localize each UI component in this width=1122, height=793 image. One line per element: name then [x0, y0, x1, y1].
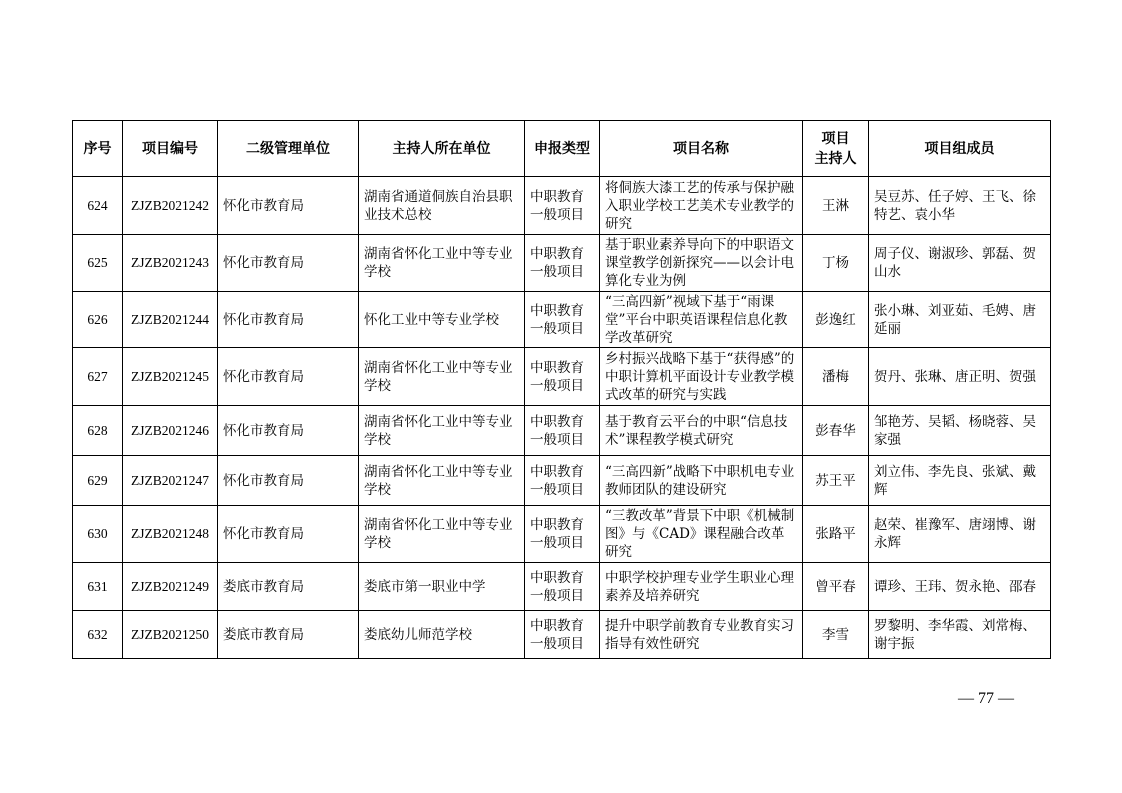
cell-code: ZJZB2021242 [123, 177, 218, 235]
cell-members: 罗黎明、李华霞、刘常梅、谢宇振 [869, 611, 1051, 659]
cell-index: 626 [73, 292, 123, 348]
project-table-container [72, 120, 1051, 659]
cell-name: “三高四新”战略下中职机电专业教师团队的建设研究 [600, 456, 803, 506]
cell-members: 邹艳芳、吴韬、杨晓蓉、吴家强 [869, 406, 1051, 456]
cell-host: 王淋 [803, 177, 869, 235]
cell-code: ZJZB2021249 [123, 563, 218, 611]
header-name: 项目名称 [600, 121, 803, 177]
cell-code: ZJZB2021246 [123, 406, 218, 456]
cell-index: 631 [73, 563, 123, 611]
cell-index: 627 [73, 348, 123, 406]
table-row [73, 456, 1051, 506]
cell-unit: 湖南省怀化工业中等专业学校 [359, 406, 525, 456]
table-row [73, 406, 1051, 456]
cell-unit: 湖南省通道侗族自治县职业技术总校 [359, 177, 525, 235]
cell-type: 中职教育一般项目 [525, 177, 600, 235]
header-unit: 主持人所在单位 [359, 121, 525, 177]
table-row [73, 563, 1051, 611]
table-row [73, 177, 1051, 235]
cell-code: ZJZB2021244 [123, 292, 218, 348]
cell-index: 624 [73, 177, 123, 235]
cell-name: 中职学校护理专业学生职业心理素养及培养研究 [600, 563, 803, 611]
cell-name: 提升中职学前教育专业教育实习指导有效性研究 [600, 611, 803, 659]
cell-dept: 娄底市教育局 [218, 611, 359, 659]
cell-type: 中职教育一般项目 [525, 456, 600, 506]
cell-type: 中职教育一般项目 [525, 406, 600, 456]
header-host [803, 121, 869, 177]
cell-host: 丁杨 [803, 235, 869, 292]
cell-dept: 怀化市教育局 [218, 506, 359, 563]
cell-host: 曾平春 [803, 563, 869, 611]
header-members: 项目组成员 [869, 121, 1051, 177]
cell-host: 苏王平 [803, 456, 869, 506]
cell-members: 刘立伟、李先良、张斌、戴辉 [869, 456, 1051, 506]
cell-dept: 怀化市教育局 [218, 177, 359, 235]
cell-host: 潘梅 [803, 348, 869, 406]
cell-unit: 湖南省怀化工业中等专业学校 [359, 456, 525, 506]
cell-dept: 怀化市教育局 [218, 456, 359, 506]
header-index: 序号 [73, 121, 123, 177]
table-header-row [73, 121, 1051, 177]
cell-type: 中职教育一般项目 [525, 348, 600, 406]
cell-index: 629 [73, 456, 123, 506]
cell-host: 彭春华 [803, 406, 869, 456]
cell-code: ZJZB2021245 [123, 348, 218, 406]
cell-host: 李雪 [803, 611, 869, 659]
table-row [73, 348, 1051, 406]
page-number: — 77 — [958, 690, 1014, 707]
table-row [73, 292, 1051, 348]
cell-code: ZJZB2021247 [123, 456, 218, 506]
cell-code: ZJZB2021243 [123, 235, 218, 292]
cell-unit: 怀化工业中等专业学校 [359, 292, 525, 348]
table-row [73, 506, 1051, 563]
project-table [72, 120, 1051, 659]
table-row [73, 235, 1051, 292]
cell-code: ZJZB2021250 [123, 611, 218, 659]
cell-dept: 怀化市教育局 [218, 348, 359, 406]
cell-name: “三教改革”背景下中职《机械制图》与《CAD》课程融合改革研究 [600, 506, 803, 563]
cell-type: 中职教育一般项目 [525, 563, 600, 611]
cell-type: 中职教育一般项目 [525, 506, 600, 563]
cell-unit: 湖南省怀化工业中等专业学校 [359, 348, 525, 406]
cell-name: 基于职业素养导向下的中职语文课堂教学创新探究——以会计电算化专业为例 [600, 235, 803, 292]
cell-code: ZJZB2021248 [123, 506, 218, 563]
cell-dept: 怀化市教育局 [218, 406, 359, 456]
cell-members: 贺丹、张琳、唐正明、贺强 [869, 348, 1051, 406]
cell-unit: 娄底市第一职业中学 [359, 563, 525, 611]
cell-members: 吴豆苏、任子婷、王飞、徐特艺、袁小华 [869, 177, 1051, 235]
header-type: 申报类型 [525, 121, 600, 177]
cell-index: 632 [73, 611, 123, 659]
cell-type: 中职教育一般项目 [525, 611, 600, 659]
cell-name: “三高四新”视域下基于“雨课堂”平台中职英语课程信息化教学改革研究 [600, 292, 803, 348]
cell-dept: 娄底市教育局 [218, 563, 359, 611]
cell-host: 张路平 [803, 506, 869, 563]
header-host-line2: 主持人 [814, 150, 857, 167]
table-row [73, 611, 1051, 659]
cell-dept: 怀化市教育局 [218, 292, 359, 348]
cell-members: 谭珍、王玮、贺永艳、邵春 [869, 563, 1051, 611]
cell-unit: 娄底幼儿师范学校 [359, 611, 525, 659]
header-dept: 二级管理单位 [218, 121, 359, 177]
cell-unit: 湖南省怀化工业中等专业学校 [359, 506, 525, 563]
cell-type: 中职教育一般项目 [525, 292, 600, 348]
cell-name: 将侗族大漆工艺的传承与保护融入职业学校工艺美术专业教学的研究 [600, 177, 803, 235]
cell-dept: 怀化市教育局 [218, 235, 359, 292]
table-body [73, 177, 1051, 659]
cell-type: 中职教育一般项目 [525, 235, 600, 292]
header-host-line1: 项目 [821, 130, 850, 147]
cell-members: 张小琳、刘亚茹、毛娉、唐延丽 [869, 292, 1051, 348]
cell-unit: 湖南省怀化工业中等专业学校 [359, 235, 525, 292]
cell-index: 625 [73, 235, 123, 292]
cell-members: 赵荣、崔豫军、唐翊博、谢永辉 [869, 506, 1051, 563]
cell-index: 630 [73, 506, 123, 563]
cell-members: 周子仪、谢淑珍、郭磊、贺山水 [869, 235, 1051, 292]
cell-host: 彭逸红 [803, 292, 869, 348]
header-code: 项目编号 [123, 121, 218, 177]
cell-name: 基于教育云平台的中职“信息技术”课程教学模式研究 [600, 406, 803, 456]
cell-name: 乡村振兴战略下基于“获得感”的中职计算机平面设计专业教学模式改革的研究与实践 [600, 348, 803, 406]
cell-index: 628 [73, 406, 123, 456]
